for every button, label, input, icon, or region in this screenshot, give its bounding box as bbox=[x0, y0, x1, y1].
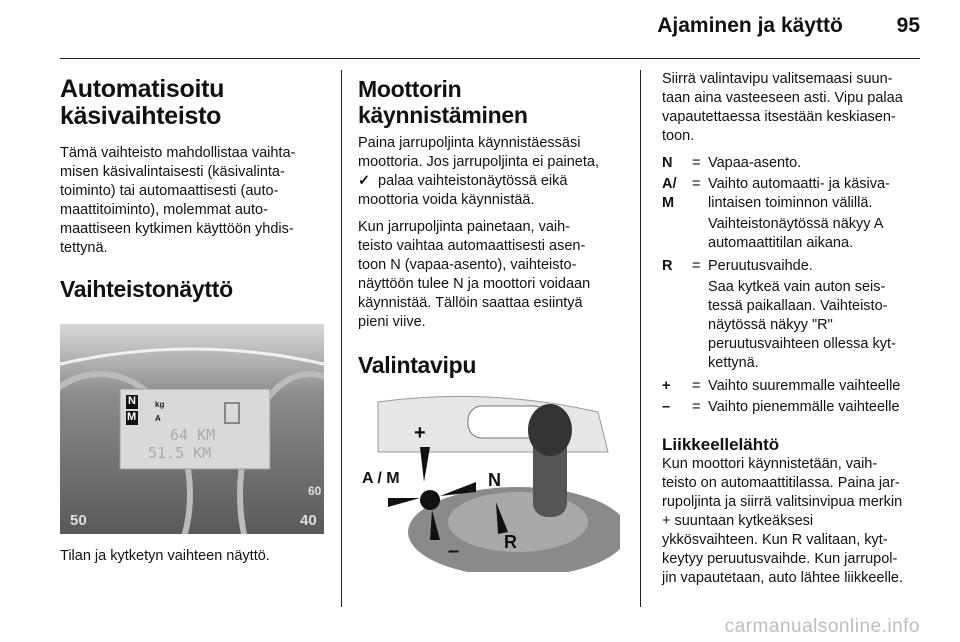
definition-row: + = Vaihto suuremmalle vaihteelle bbox=[662, 378, 901, 394]
column-3 bbox=[662, 70, 922, 596]
dial-label-60: 60 bbox=[308, 484, 322, 498]
brake-pedal-icon: ✓ bbox=[358, 173, 371, 189]
page-number: 95 bbox=[896, 14, 920, 37]
definition-note: Saa kytkeä vain auton seis- tessä paikallaan. Vaihteisto- näytössä näkyy "R" peruutusvaihteen ollessa kyt- kettynä. bbox=[708, 279, 896, 371]
subheading-lever: Valintavipu bbox=[358, 352, 477, 378]
display-a: A bbox=[155, 414, 161, 423]
definition-row: – = Vaihto pienemmälle vaihteelle bbox=[662, 399, 900, 415]
driving-off-paragraph: Kun moottori käynnistetään, vaih- teisto on automaattitilassa. Paina jar- rupoljinta ja siirrä valitsinvipua merkin + suuntaan kytkeäksesi ykkösvaihteen. Kun R valitaan, kyt- keytyy peruutusvaihde. Kun jarrupol- jin vapautetaan, auto lähtee liikkeelle. bbox=[662, 456, 904, 586]
page-header bbox=[657, 14, 920, 38]
column-divider bbox=[341, 70, 342, 607]
display-gear-n: N bbox=[128, 395, 136, 407]
header-rule bbox=[60, 58, 920, 59]
column-1 bbox=[60, 70, 324, 564]
watermark: carmanualsonline.info bbox=[724, 616, 920, 637]
gear-display-figure bbox=[60, 324, 324, 534]
column-2 bbox=[358, 70, 620, 572]
dial-label-50: 50 bbox=[70, 512, 87, 529]
definition-row: A/ M = Vaihto automaatti- ja käsiva- lintaisen toiminnon välillä. bbox=[662, 176, 890, 211]
subheading-driving-off: Liikkeellelähtö bbox=[662, 435, 780, 454]
section-heading: Automatisoitu käsivaihteisto bbox=[60, 75, 225, 130]
definition-row: N = Vapaa-asento. bbox=[662, 155, 802, 171]
gear-definitions bbox=[662, 154, 922, 417]
subheading-starting: Moottorin käynnistäminen bbox=[358, 76, 528, 128]
display-line2: 51.5 KM bbox=[148, 444, 212, 462]
lever-label-r: R bbox=[504, 532, 517, 552]
column-divider bbox=[640, 70, 641, 607]
display-line1: 64 KM bbox=[170, 426, 216, 444]
display-kg: kg bbox=[155, 400, 165, 409]
selector-lever-figure bbox=[358, 392, 620, 572]
display-gear-m: M bbox=[127, 411, 137, 423]
definition-note: Vaihteistonäytössä näkyy A automaattitilan aikana. bbox=[708, 216, 884, 251]
lever-paragraph: Siirrä valintavipu valitsemaasi suun- taan aina vasteeseen asti. Vipu palaa vapautettaessa itsestään keskiasen- toon. bbox=[662, 71, 903, 144]
lever-label-plus: + bbox=[414, 422, 426, 444]
definition-row: R = Peruutusvaihde. bbox=[662, 258, 813, 274]
starting-paragraph-2: Kun jarrupoljinta painetaan, vaih- teisto vaihtaa automaattisesti asen- toon N (vapaa-asento), vaihteisto- näyttöön tulee N ja moottori voidaan käynnistää. Tällöin saattaa esiintyä pieni viive. bbox=[358, 219, 591, 330]
lever-label-n: N bbox=[488, 470, 501, 490]
lever-label-minus: – bbox=[448, 540, 460, 562]
starting-paragraph-1: Paina jarrupoljinta käynnistäessäsi moottoria. Jos jarrupoljinta ei paineta, ✓ palaa vaihteistonäytössä eikä moottoria voida käynnistää. bbox=[358, 135, 599, 208]
lever-label-am: A / M bbox=[362, 470, 400, 487]
figure-caption: Tilan ja kytketyn vaihteen näyttö. bbox=[60, 548, 270, 564]
subheading-display: Vaihteistonäyttö bbox=[60, 276, 233, 302]
intro-paragraph: Tämä vaihteisto mahdollistaa vaihta- misen käsivalintaisesti (käsivalinta- toiminto) tai automaattisesti (auto- maattitoiminto), molemmat auto- maattiseen kytkimen käyttöön yhdis- tettynä. bbox=[60, 145, 296, 256]
chapter-title: Ajaminen ja käyttö bbox=[657, 14, 843, 37]
dial-label-40: 40 bbox=[300, 512, 317, 529]
